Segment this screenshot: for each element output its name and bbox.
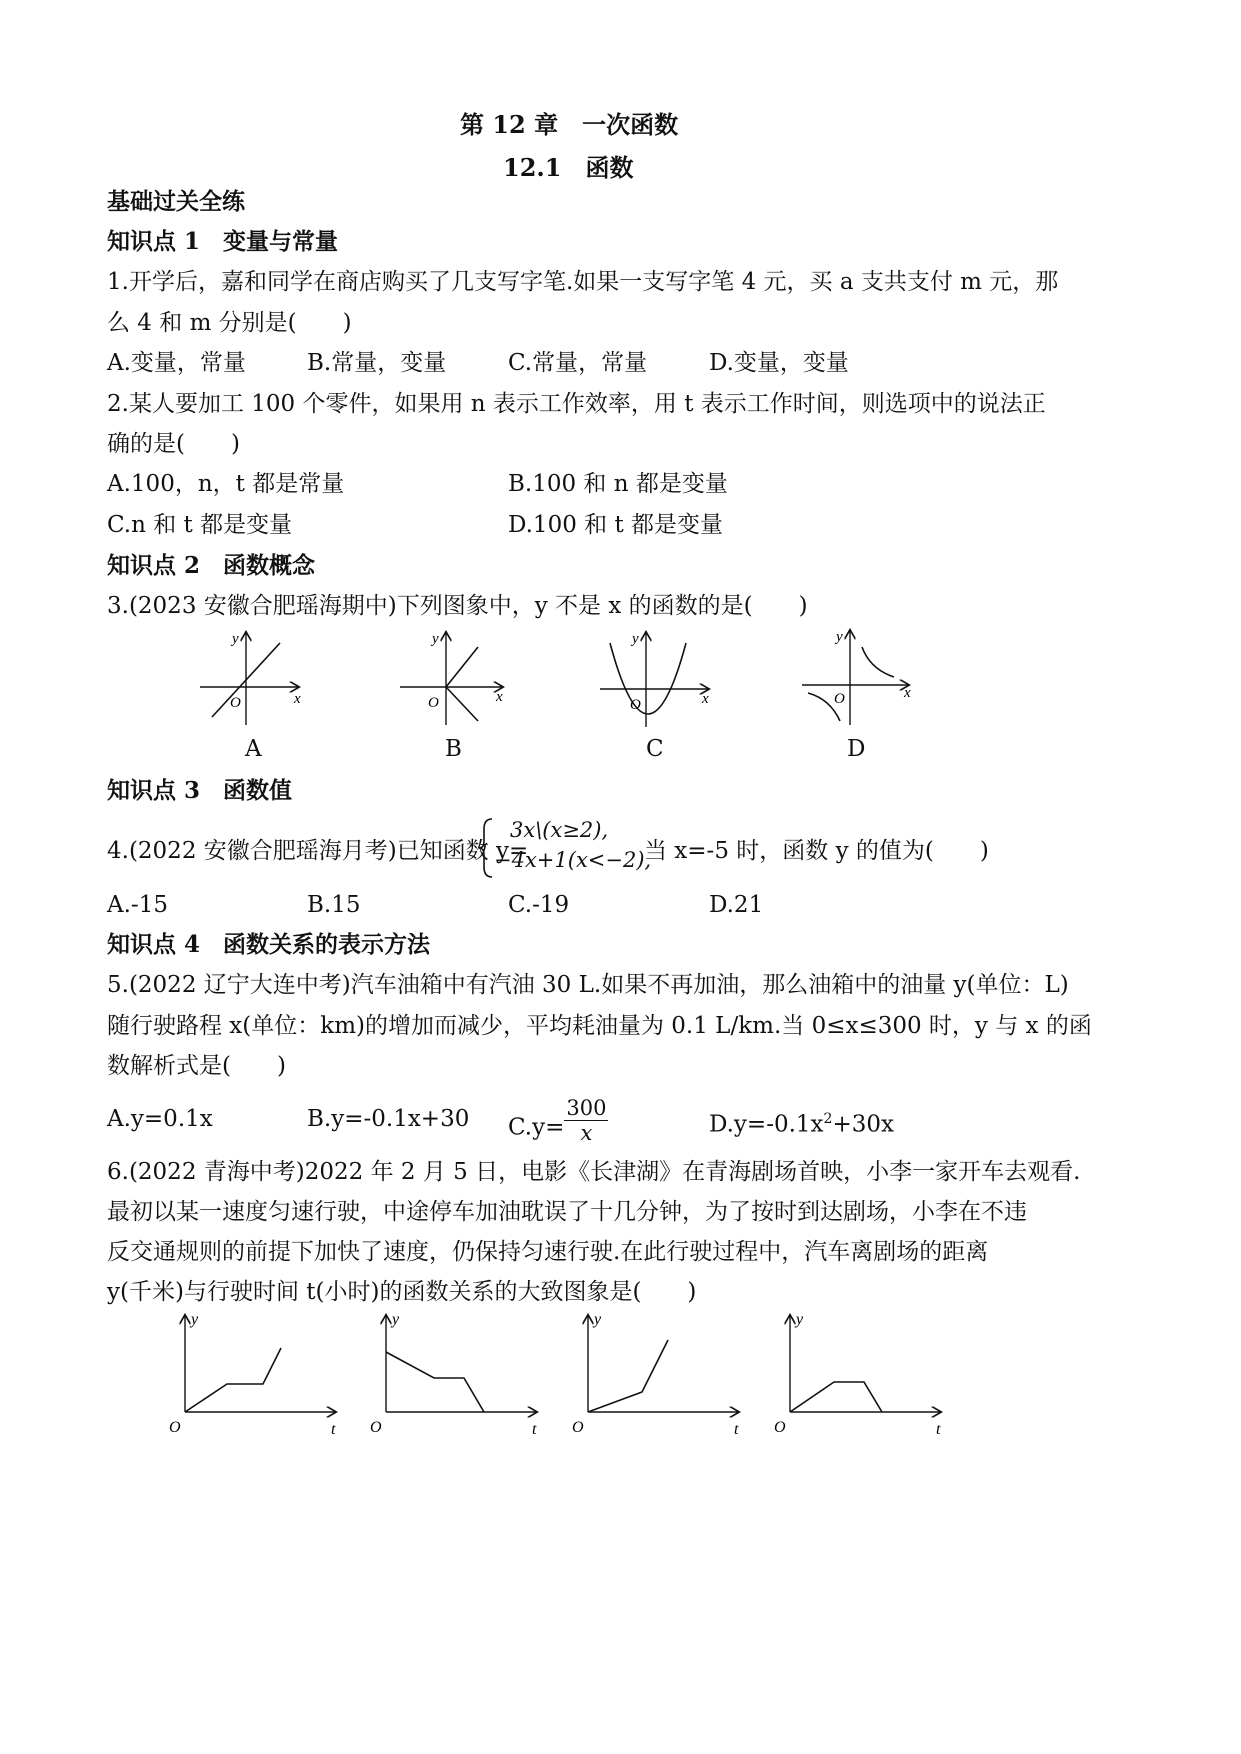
chapter-title: 第 12 章 一次函数 (460, 110, 679, 139)
q3-caption-d: D (847, 736, 866, 762)
q4-case-2: −4x+1(x<−2), (494, 848, 652, 872)
q4-option-a: A.-15 (107, 892, 168, 918)
q3-d-curve-upper (862, 647, 894, 677)
q3-graph-b (400, 631, 503, 725)
q5-option-b: B.y=-0.1x+30 (307, 1106, 470, 1132)
q4-case-1: 3x\(x≥2), (510, 818, 609, 842)
knowledge-point-4: 知识点 4 函数关系的表示方法 (107, 931, 431, 958)
q3-graph-c (600, 631, 709, 727)
q5-option-d-tail: +30x (832, 1111, 894, 1138)
q6-c-origin: O (572, 1419, 584, 1436)
q4-option-d: D.21 (709, 892, 764, 918)
q3-d-y-label: y (836, 629, 843, 645)
q3-b-y-label: y (432, 631, 439, 647)
q3-c-origin: O (630, 697, 641, 713)
q1-option-a: A.变量，常量 (107, 350, 246, 376)
q3-a-y-label: y (232, 631, 239, 647)
q6-b-x-label: t (532, 1421, 537, 1438)
q3-b-x-label: x (496, 689, 503, 705)
q5-option-d (709, 1104, 894, 1140)
q6-a-x-label: t (331, 1421, 336, 1438)
q6-line3: 反交通规则的前提下加快了速度，仍保持匀速行驶.在此行驶过程中，汽车离剧场的距离 (107, 1239, 989, 1265)
q6-d-y-label: y (796, 1311, 804, 1328)
q1-option-c: C.常量，常量 (508, 350, 648, 376)
q6-graphs (160, 1308, 960, 1443)
q3-caption-b: B (445, 736, 462, 762)
q2-option-b: B.100 和 n 都是变量 (508, 471, 728, 497)
q6-c-curve (588, 1340, 668, 1412)
knowledge-point-3: 知识点 3 函数值 (107, 777, 293, 804)
exercise-heading: 基础过关全练 (107, 188, 245, 215)
q5-option-a: A.y=0.1x (107, 1106, 213, 1132)
q1-option-d: D.变量，变量 (709, 350, 849, 376)
q2-line2: 确的是( ) (107, 431, 240, 457)
q6-line2: 最初以某一速度匀速行驶，中途停车加油耽误了十几分钟，为了按时到达剧场，小李在不违 (107, 1199, 1027, 1225)
q4-option-b: B.15 (307, 892, 361, 918)
q3-caption-a: A (245, 736, 262, 762)
q3-graphs (190, 625, 950, 730)
q3-b-ray-up (446, 647, 478, 687)
q6-d-curve (790, 1382, 882, 1412)
q3-d-origin: O (834, 691, 845, 707)
q6-line1: 6.(2022 青海中考)2022 年 2 月 5 日，电影《长津湖》在青海剧场首映，小李一家开车去观看. (107, 1159, 1081, 1185)
q3-graph-d (802, 629, 911, 725)
q5-option-d-base: D.y=-0.1x (709, 1111, 824, 1138)
q5-line3: 数解析式是( ) (107, 1053, 286, 1079)
q4-prefix: 4.(2022 安徽合肥瑶海月考)已知函数 y= (107, 838, 529, 864)
q5-option-c-fraction (564, 1096, 608, 1145)
q2-option-a: A.100，n，t 都是常量 (107, 471, 345, 497)
q3-a-x-label: x (294, 691, 301, 707)
q4-option-c: C.-19 (508, 892, 570, 918)
q6-b-curve (386, 1352, 484, 1412)
q5-option-c (508, 1096, 608, 1153)
q3-c-y-label: y (632, 631, 639, 647)
q1-line2: 么 4 和 m 分别是( ) (107, 310, 352, 336)
q3-graph-a (200, 631, 301, 725)
q5-option-c-numerator: 300 (566, 1096, 607, 1120)
q3-line1: 3.(2023 安徽合肥瑶海期中)下列图象中，y 不是 x 的函数的是( ) (107, 593, 808, 619)
q3-b-ray-down (446, 687, 478, 721)
q6-b-y-label: y (392, 1311, 400, 1328)
q5-option-c-denominator: x (580, 1121, 593, 1145)
q6-line4: y(千米)与行驶时间 t(小时)的函数关系的大致图象是( ) (107, 1279, 697, 1305)
q6-d-x-label: t (936, 1421, 941, 1438)
q3-c-x-label: x (702, 691, 709, 707)
q3-caption-c: C (646, 736, 664, 762)
q6-b-origin: O (370, 1419, 382, 1436)
q3-a-origin: O (230, 695, 241, 711)
knowledge-point-2: 知识点 2 函数概念 (107, 552, 316, 579)
q3-d-x-label: x (904, 685, 911, 701)
q6-c-y-label: y (594, 1311, 602, 1328)
knowledge-point-1: 知识点 1 变量与常量 (107, 228, 339, 255)
q5-line1: 5.(2022 辽宁大连中考)汽车油箱中有汽油 30 L.如果不再加油，那么油箱中的油量 y(单位：L) (107, 972, 1069, 998)
q6-graph-b (370, 1311, 537, 1438)
q3-c-parabola (610, 643, 686, 714)
q6-d-origin: O (774, 1419, 786, 1436)
q6-graph-a (169, 1311, 336, 1438)
section-title: 12.1 函数 (503, 153, 634, 182)
q2-option-d: D.100 和 t 都是变量 (508, 512, 724, 538)
q6-a-curve (185, 1348, 281, 1412)
q1-line1: 1.开学后，嘉和同学在商店购买了几支写字笔.如果一支写字笔 4 元，买 a 支共支付 m 元，那 (107, 269, 1059, 295)
q2-option-c: C.n 和 t 都是变量 (107, 512, 293, 538)
q6-a-y-label: y (191, 1311, 199, 1328)
q1-option-b: B.常量，变量 (307, 350, 447, 376)
q2-line1: 2.某人要加工 100 个零件，如果用 n 表示工作效率，用 t 表示工作时间，则选项中的说法正 (107, 391, 1046, 417)
q6-a-origin: O (169, 1419, 181, 1436)
q6-c-x-label: t (734, 1421, 739, 1438)
q4-suffix: 当 x=-5 时，函数 y 的值为( ) (644, 838, 989, 864)
q5-line2: 随行驶路程 x(单位：km)的增加而减少，平均耗油量为 0.1 L/km.当 0≤x≤300 时，y 与 x 的函 (107, 1013, 1092, 1039)
q3-b-origin: O (428, 695, 439, 711)
q6-graph-d (774, 1311, 941, 1438)
q5-option-d-exponent: 2 (823, 1111, 833, 1127)
q6-graph-c (572, 1311, 739, 1438)
q5-option-c-prefix: C.y= (508, 1114, 565, 1141)
